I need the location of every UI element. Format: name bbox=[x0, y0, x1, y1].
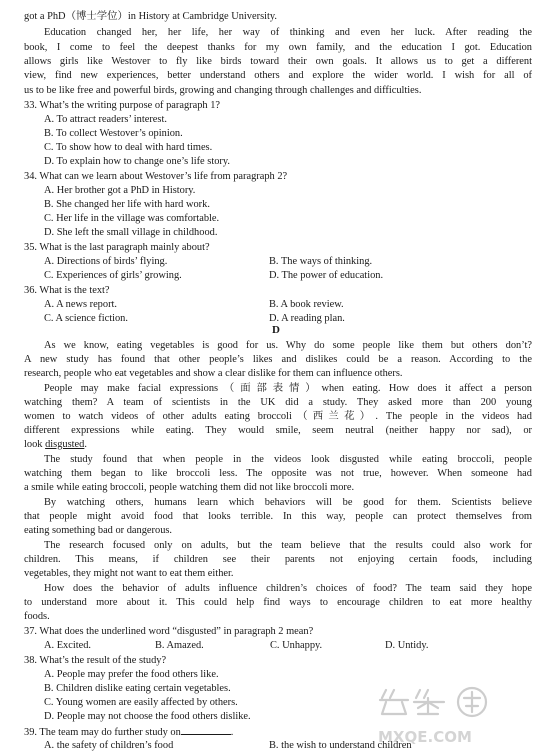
svg-text:MXQE.COM: MXQE.COM bbox=[378, 728, 472, 746]
passage-d-line: to understand more about it. This could help find ways to encourage children to eat more healthy bbox=[24, 597, 532, 608]
question-39-end: . bbox=[230, 727, 234, 738]
passage-d-line: How does the behavior of adults influence children’s choices of food? The team said they hope bbox=[44, 583, 532, 594]
option-33-b: B. To collect Westover’s opinion. bbox=[44, 128, 183, 139]
section-heading: D bbox=[272, 324, 280, 336]
passage-c-line: Education changed her, her life, her way of thinking and even her luck. After reading the bbox=[44, 27, 532, 38]
option-39-b: B. the wish to understand children bbox=[269, 740, 412, 751]
option-34-c: C. Her life in the village was comfortable. bbox=[44, 213, 220, 224]
option-35-d: D. The power of education. bbox=[269, 270, 384, 281]
passage-c-line: got a PhD（博士学位）in History at Cambridge University. bbox=[24, 11, 278, 22]
passage-d-line: By watching others, humans learn which behaviors will be good for them. Scientists believe bbox=[44, 497, 532, 508]
passage-d-line bbox=[24, 438, 532, 451]
option-38-c: C. Young women are easily affected by others. bbox=[44, 697, 238, 708]
option-33-a: A. To attract readers’ interest. bbox=[44, 114, 167, 125]
passage-c-line: us to be like free and powerful birds, growing and changing through challenges and difficulties. bbox=[24, 85, 422, 96]
answer-blank bbox=[181, 725, 231, 735]
option-34-a: A. Her brother got a PhD in History. bbox=[44, 185, 196, 196]
passage-d-line: watching them began to like broccoli less. The opposite was not true, however. When someone had bbox=[24, 468, 532, 479]
option-35-b: B. The ways of thinking. bbox=[269, 256, 373, 267]
question-34: 34. What can we learn about Westover’s life from paragraph 2? bbox=[24, 171, 288, 182]
option-38-d: D. People may not choose the food others dislike. bbox=[44, 711, 251, 722]
passage-d-line: research, people who eat vegetables and show a clear dislike for them can influence others. bbox=[24, 368, 403, 379]
watermark-logo bbox=[372, 684, 532, 748]
option-38-a: A. People may prefer the food others like. bbox=[44, 669, 219, 680]
question-35: 35. What is the last paragraph mainly about? bbox=[24, 242, 210, 253]
passage-c-line: allows girls like Westover to fly like birds toward their own goals. It allows us to get a different bbox=[24, 56, 532, 67]
option-37-c: C. Unhappy. bbox=[270, 640, 323, 651]
option-36-b: B. A book review. bbox=[269, 299, 344, 310]
passage-d-line: women to watch videos of other adults eating broccoli（西兰花）. The people in the videos had bbox=[24, 411, 532, 422]
passage-d-line: that people might avoid food that looks terrible. In this way, people can protect themselves from bbox=[24, 511, 532, 522]
option-33-c: C. To show how to deal with hard times. bbox=[44, 142, 213, 153]
passage-d-line: watching them? A team of scientists in the UK did a study. They asked more than 200 young bbox=[24, 397, 532, 408]
question-33: 33. What’s the writing purpose of paragraph 1? bbox=[24, 100, 221, 111]
passage-d-line: The study found that when people in the videos look disgusted while eating broccoli, people bbox=[44, 454, 532, 465]
passage-d-text: look bbox=[24, 439, 46, 450]
passage-d-line: foods. bbox=[24, 611, 50, 622]
option-35-c: C. Experiences of girls’ growing. bbox=[44, 270, 182, 281]
option-37-a: A. Excited. bbox=[44, 640, 92, 651]
option-39-a: A. the safety of children’s food bbox=[44, 740, 174, 751]
option-34-d: D. She left the small village in childhood. bbox=[44, 227, 218, 238]
passage-d-line: The research focused only on adults, but the team believe that the results could also work for bbox=[44, 540, 532, 551]
option-35-a: A. Directions of birds’ flying. bbox=[44, 256, 168, 267]
question-36: 36. What is the text? bbox=[24, 285, 110, 296]
passage-d-text: . bbox=[84, 439, 87, 450]
passage-d-line: a smile while eating broccoli, people watching them did not like broccoli more. bbox=[24, 482, 355, 493]
question-39-text: 39. The team may do further study on bbox=[24, 727, 181, 738]
option-36-d: D. A reading plan. bbox=[269, 313, 345, 324]
option-37-d: D. Untidy. bbox=[385, 640, 429, 651]
passage-d-line: As we know, eating vegetables is good for us. Why do some people like them but others don’t? bbox=[44, 340, 532, 351]
option-34-b: B. She changed her life with hard work. bbox=[44, 199, 210, 210]
question-38: 38. What’s the result of the study? bbox=[24, 655, 167, 666]
passage-d-line: A new study has found that other people’s likes and dislikes could be a reason. According to the bbox=[24, 354, 532, 365]
option-36-a: A. A news report. bbox=[44, 299, 118, 310]
underlined-word: disgusted bbox=[45, 439, 85, 450]
option-36-c: C. A science fiction. bbox=[44, 313, 128, 324]
option-37-b: B. Amazed. bbox=[155, 640, 204, 651]
passage-d-line: eating something bad or dangerous. bbox=[24, 525, 173, 536]
passage-d-line: different expressions while eating. They would smile, seem neutral (neither happy nor sad), or bbox=[24, 425, 532, 436]
passage-c-line: book, I come to feel the deepest thanks for my own family, and the education I got. Education bbox=[24, 42, 532, 53]
passage-d-line: People may make facial expressions（面部表情）when eating. How does it affect a person bbox=[44, 383, 532, 394]
option-38-b: B. Children dislike eating certain vegetables. bbox=[44, 683, 231, 694]
passage-d-line: children. This means, if children see their parents not enjoying certain foods, including bbox=[24, 554, 532, 565]
option-33-d: D. To explain how to change one’s life story. bbox=[44, 156, 230, 167]
question-37: 37. What does the underlined word “disgusted” in paragraph 2 mean? bbox=[24, 626, 314, 637]
passage-d-line: vegetables, they might not want to eat them either. bbox=[24, 568, 234, 579]
passage-c-line: view, find new experiences, better understand others and explore the wider world. I wish for all of bbox=[24, 70, 532, 81]
